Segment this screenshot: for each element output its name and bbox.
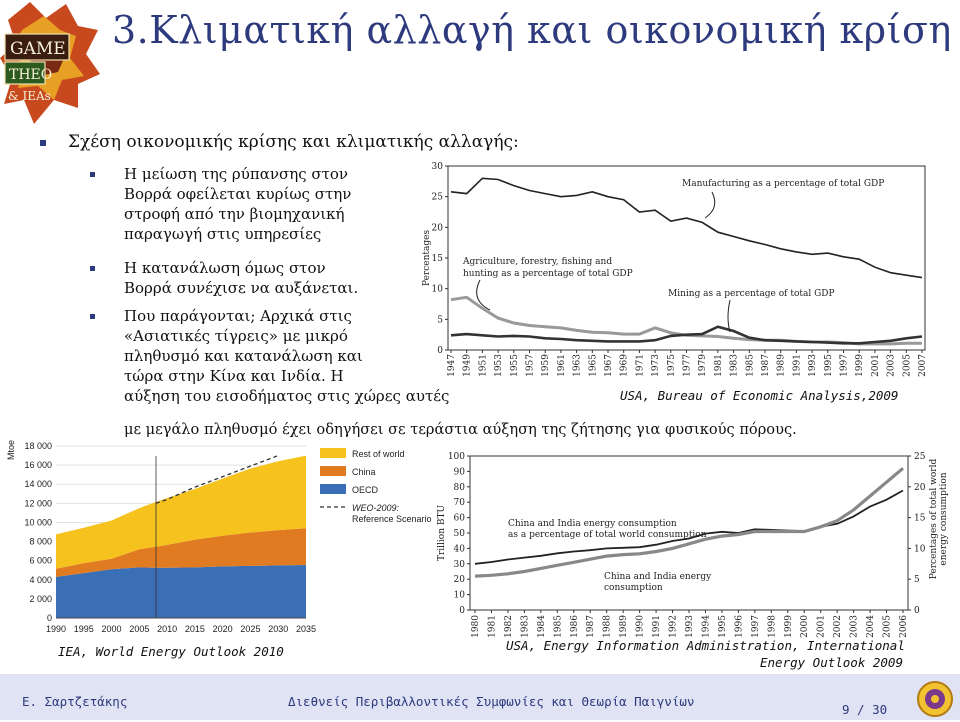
y-tick-label: 10 <box>431 284 443 295</box>
x-tick-label: 2007 <box>918 354 928 377</box>
x-tick-label: 1957 <box>525 354 536 377</box>
y-tick-label: 20 <box>431 223 443 234</box>
text-line: Η μείωση της ρύπανσης στον <box>124 165 349 183</box>
y-tick-label: 4 000 <box>29 574 52 585</box>
text-line: τώρα στην Κίνα και Ινδία. Η <box>124 367 344 385</box>
annotation-manufacturing: Manufacturing as a percentage of total GDP <box>682 179 885 189</box>
y-tick-label: 30 <box>453 559 465 570</box>
x-tick-label: 1971 <box>635 354 646 377</box>
x-tick-label: 1992 <box>668 615 679 638</box>
logo-line-1: GAME <box>10 39 66 59</box>
y2-tick-label: 5 <box>914 575 920 586</box>
x-tick-label: 2001 <box>816 615 827 638</box>
x-tick-label: 2003 <box>886 354 897 377</box>
sub-bullet-2 <box>124 258 358 298</box>
annotation-mining: Mining as a percentage of total GDP <box>668 289 835 299</box>
y-tick-label: 90 <box>453 467 465 478</box>
text-line: πληθυσμό και κατανάλωση και <box>124 347 363 365</box>
text-line: αύξηση του εισοδήματος στις χώρες αυτές <box>124 387 450 405</box>
x-tick-label: 1982 <box>503 615 514 638</box>
text-line: παραγωγή στις υπηρεσίες <box>124 225 322 243</box>
caption-eia-line-2: Energy Outlook 2009 <box>760 655 903 670</box>
y-tick-label: 18 000 <box>24 441 52 451</box>
chart-iea <box>6 439 432 644</box>
y-axis-label: Trillion BTU <box>437 504 447 562</box>
x-tick-label: 1965 <box>588 354 599 377</box>
x-tick-label: 1985 <box>553 615 564 638</box>
x-tick-label: 1973 <box>651 354 662 377</box>
y-tick-label: 30 <box>431 162 443 172</box>
x-tick-label: 1998 <box>767 615 778 638</box>
annotation-consumption-2: consumption <box>604 583 663 593</box>
x-tick-label: 2020 <box>212 624 233 634</box>
y2-tick-label: 15 <box>914 513 926 524</box>
footer-page-number: 9 / 30 <box>842 702 888 717</box>
x-tick-label: 2003 <box>849 615 860 638</box>
y-tick-label: 20 <box>453 575 465 586</box>
y-tick-label: 8 000 <box>29 536 52 547</box>
x-tick-label: 1999 <box>783 615 794 638</box>
x-tick-label: 1981 <box>487 615 498 638</box>
annotation-arrow-manufacturing <box>705 192 715 218</box>
x-tick-label: 1985 <box>745 354 756 377</box>
y-tick-label: 12 000 <box>24 498 52 509</box>
chart-eia <box>434 446 948 638</box>
footer-course: Διεθνείς Περιβαλλοντικές Συμφωνίες και Θεωρία Παιγνίων <box>288 694 695 709</box>
legend-swatch <box>320 484 346 494</box>
y-tick-label: 5 <box>437 315 443 326</box>
x-tick-label: 2004 <box>866 615 877 638</box>
x-tick-label: 1997 <box>750 615 761 638</box>
x-tick-label: 1994 <box>701 615 712 638</box>
bullet-marker <box>90 266 95 271</box>
x-tick-label: 1991 <box>652 615 663 638</box>
university-seal-icon <box>916 680 954 722</box>
sub-bullet-3 <box>124 306 449 406</box>
x-tick-label: 1988 <box>602 615 613 638</box>
chart-bea <box>420 160 940 388</box>
series-line-3 <box>451 327 922 344</box>
text-line: Βορρά οφείλεται κυρίως στην <box>124 185 352 203</box>
bullet-marker <box>40 140 46 146</box>
x-tick-label: 2025 <box>240 624 261 634</box>
x-tick-label: 1953 <box>494 354 505 377</box>
x-tick-label: 1961 <box>556 354 567 377</box>
y-tick-label: 25 <box>431 192 443 203</box>
y2-axis-label-1: Percentages of total world <box>929 458 939 580</box>
y-tick-label: 0 <box>437 346 443 356</box>
y2-tick-label: 20 <box>914 482 926 493</box>
text-line: «Ασιατικές τίγρεις» με μικρό <box>124 327 348 345</box>
footer-bar <box>0 674 960 720</box>
x-tick-label: 1979 <box>698 354 709 377</box>
y-tick-label: 100 <box>447 452 465 462</box>
y-tick-label: 40 <box>453 544 465 555</box>
bullet-marker <box>90 172 95 177</box>
annotation-agriculture-1: Agriculture, forestry, fishing and <box>463 257 613 267</box>
x-tick-label: 1949 <box>462 354 473 377</box>
bullet-marker <box>90 314 95 319</box>
x-tick-label: 2005 <box>129 624 150 634</box>
text-line: Βορρά συνέχισε να αυξάνεται. <box>124 279 359 297</box>
x-tick-label: 2005 <box>902 354 913 377</box>
legend-label: Reference Scenario <box>352 514 432 524</box>
x-tick-label: 1983 <box>729 354 740 377</box>
game-theory-logo <box>0 0 104 128</box>
x-tick-label: 1955 <box>509 354 520 377</box>
y-tick-label: 10 <box>453 590 465 601</box>
y2-tick-label: 10 <box>914 544 926 555</box>
x-tick-label: 2002 <box>833 615 844 638</box>
x-tick-label: 1986 <box>569 615 580 638</box>
logo-line-3: & IEAs <box>8 89 51 103</box>
x-tick-label: 1990 <box>45 624 67 634</box>
text-line: στροφή από την βιομηχανική <box>124 205 345 223</box>
y-tick-label: 50 <box>453 529 465 539</box>
x-tick-label: 2035 <box>295 624 317 634</box>
x-tick-label: 1997 <box>839 354 850 377</box>
x-tick-label: 1969 <box>619 354 630 377</box>
wide-text-line: με μεγάλο πληθυσμό έχει οδηγήσει σε τεράστια αύξηση της ζήτησης για φυσικούς πόρους. <box>124 421 797 438</box>
y-tick-label: 16 000 <box>24 460 52 471</box>
x-tick-label: 1984 <box>536 615 547 638</box>
x-tick-label: 1975 <box>666 354 677 377</box>
x-tick-label: 2001 <box>870 354 881 377</box>
slide-title: 3.Κλιματική αλλαγή και οικονομική κρίση <box>112 8 952 52</box>
x-tick-label: 2010 <box>157 624 178 634</box>
x-tick-label: 2005 <box>882 615 893 638</box>
text-line: Που παράγονται; Αρχικά στις <box>124 307 352 325</box>
x-tick-label: 1977 <box>682 354 693 377</box>
y-tick-label: 80 <box>453 482 465 493</box>
y-tick-label: 0 <box>459 606 465 616</box>
y-axis-label: Percentages <box>422 229 432 287</box>
x-tick-label: 1995 <box>717 615 728 638</box>
x-tick-label: 1990 <box>635 615 646 638</box>
legend-label: China <box>352 467 376 477</box>
x-tick-label: 1987 <box>761 354 771 377</box>
legend-swatch <box>320 466 346 476</box>
x-tick-label: 1999 <box>855 354 866 377</box>
annotation-share-1: China and India energy consumption <box>508 519 677 529</box>
annotation-agriculture-2: hunting as a percentage of total GDP <box>463 269 633 279</box>
x-tick-label: 2000 <box>101 624 122 634</box>
legend-label: WEO-2009: <box>352 503 400 513</box>
x-tick-label: 1989 <box>776 354 787 377</box>
area-oecd <box>56 565 306 618</box>
y-tick-label: 10 000 <box>24 517 52 528</box>
main-bullet-text: Σχέση οικονομικής κρίσης και κλιματικής αλλαγής: <box>68 132 519 152</box>
caption-bea: USA, Bureau of Economic Analysis,2009 <box>620 388 899 403</box>
x-tick-label: 2000 <box>800 615 811 638</box>
caption-eia-line-1: USA, Energy Information Administration, International <box>506 638 905 653</box>
y-tick-label: 60 <box>453 513 465 524</box>
footer-author: Ε. Σαρτζετάκης <box>22 694 128 709</box>
x-tick-label: 1995 <box>823 354 834 377</box>
x-tick-label: 1995 <box>73 624 94 634</box>
x-tick-label: 1947 <box>447 354 457 377</box>
y-tick-label: 2 000 <box>29 593 52 604</box>
x-tick-label: 2006 <box>899 615 909 638</box>
caption-iea: IEA, World Energy Outlook 2010 <box>58 644 284 659</box>
x-tick-label: 1993 <box>685 615 695 638</box>
x-tick-label: 1951 <box>478 354 489 377</box>
x-tick-label: 1996 <box>734 615 745 638</box>
y2-tick-label: 0 <box>914 606 920 616</box>
x-tick-label: 1989 <box>619 615 630 638</box>
x-tick-label: 1993 <box>808 354 819 377</box>
main-bullet <box>40 132 519 152</box>
annotation-arrow-mining <box>728 300 730 332</box>
x-tick-label: 2015 <box>184 624 205 634</box>
x-tick-label: 1959 <box>541 354 552 377</box>
annotation-consumption-1: China and India energy <box>604 572 712 582</box>
x-tick-label: 1991 <box>792 354 803 377</box>
y2-tick-label: 25 <box>914 452 926 462</box>
legend-swatch <box>320 448 346 458</box>
x-tick-label: 2030 <box>268 624 289 634</box>
text-line: Η κατανάλωση όμως στον <box>124 259 326 277</box>
x-tick-label: 1981 <box>713 354 724 377</box>
y-tick-label: 0 <box>46 613 52 623</box>
sub-bullet-1 <box>124 164 351 244</box>
y-tick-label: 6 000 <box>29 555 52 566</box>
x-tick-label: 1980 <box>471 615 481 638</box>
x-tick-label: 1987 <box>586 615 597 638</box>
y2-axis-label-2: energy consumption <box>939 472 949 566</box>
x-tick-label: 1963 <box>572 354 583 377</box>
legend-label: Rest of world <box>352 449 405 459</box>
logo-line-2: THEO <box>9 67 53 83</box>
y-tick-label: 15 <box>431 254 443 264</box>
x-tick-label: 1967 <box>604 354 614 377</box>
legend-label: OECD <box>352 485 379 495</box>
y-tick-label: 14 000 <box>24 479 52 490</box>
y-axis-label: Mtoe <box>6 439 16 460</box>
annotation-share-2: as a percentage of total world consumption <box>508 530 707 540</box>
x-tick-label: 1983 <box>520 615 531 638</box>
y-tick-label: 70 <box>453 498 465 509</box>
